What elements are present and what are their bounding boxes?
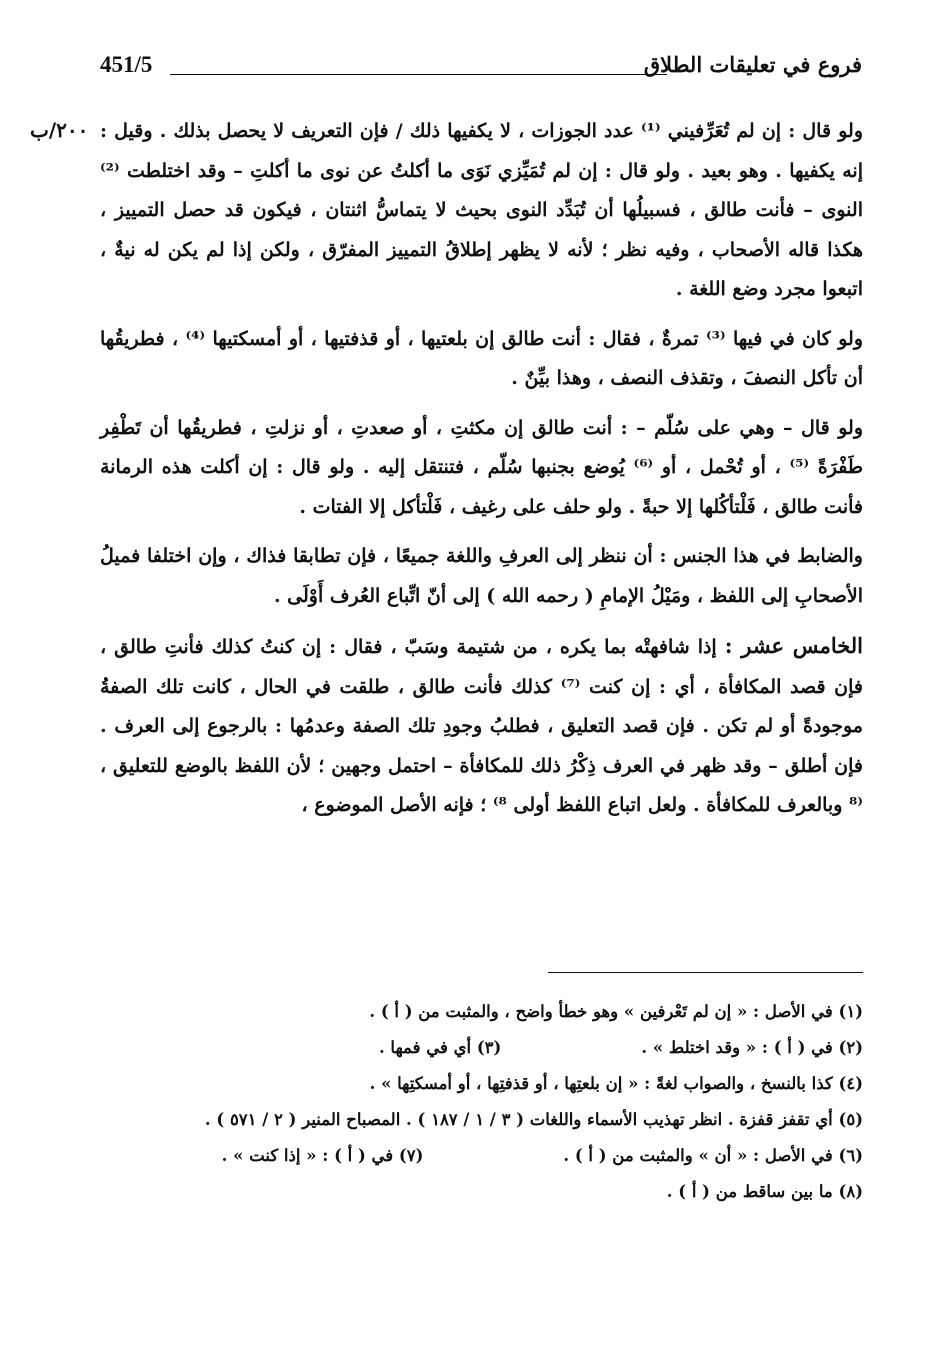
paragraph-text: ولو قال : إن لم تُعَرِّفيني ⁽¹⁾ عدد الجوزات ، لا يكفيها ذلك / فإن التعريف لا يحصل بذلك . وقيل : إنه يكفيها . وهو بعيد . ولو قال : إن لم تُمَيِّزي نَوَى ما أكلتُ عن نوى ما أكلتِ – وقد اختلطت ⁽²⁾ النوى – فأنت طالق ، فسبيلُها أن تُبَدِّد النوى بحيث لا يتماسُّ اثنتان ، فيكون قد حصل التمييز ، هكذا قاله الأصحاب ، وفيه نظر ؛ لأنه لا يظهر إطلاقُ التمييز المفرّق ، ولكن إذا لم يكن له نيةٌ ، اتبعوا مجرد وضع اللغة . <box>100 120 863 300</box>
paragraph <box>100 537 863 616</box>
footnote: (٦) في الأصل : « أن » والمثبت من ( أ ) . <box>563 1146 863 1165</box>
footnote-row <box>140 1174 863 1210</box>
paragraph-text: والضابط في هذا الجنس : أن ننظر إلى العرفِ واللغة جميعًا ، فإن تطابقا فذاك ، وإن اختلفا فميلُ الأصحابِ إلى اللفظ ، ومَيْلُ الإمامِ ( رحمه الله ) إلى أنّ اتِّباع العُرف أَوْلَى . <box>100 545 863 607</box>
footnote-rule <box>548 972 863 973</box>
page-header <box>100 48 862 84</box>
running-title: فروع في تعليقات الطلاق <box>643 52 862 77</box>
paragraph <box>100 112 863 310</box>
footnote-row <box>140 1102 863 1138</box>
paragraph-text: إذا شافهتْه بما يكره ، من شتيمة وسَبّ ، فقال : إن كنتُ كذلك فأنتِ طالق ، فإن قصد المكافأة ، أي : إن كنت ⁽⁷⁾ كذلك فأنت طالق ، طلقت في الحال ، كانت تلك الصفةُ موجودةً أو لم تكن . فإن قصد التعليق ، فطلبُ وجودِ تلك الصفة وعدمُها : بالرجوع إلى العرف . فإن أطلق – وقد ظهر في العرف ذِكْرُ ذلك للمكافأة – احتمل وجهين ؛ لأن اللفظ بالوضع للتعليق ، ⁽⁸ وبالعرف للمكافأة . ولعل اتباع اللفظ أولى ⁸⁾ ؛ فإنه الأصل الموضوع ، <box>100 636 864 816</box>
paragraph-text: ولو كان في فيها ⁽³⁾ تمرةٌ ، فقال : أنت طالق إن بلعتيها ، أو قذفتيها ، أو أمسكتيها ⁽⁴⁾ ، فطريقُها أن تأكل النصفَ ، وتقذف النصف ، وهذا بيِّنٌ . <box>100 327 863 389</box>
header-rule <box>170 74 667 75</box>
page-number: 451/5 <box>100 52 153 77</box>
footnote: (٢) في ( أ ) : « وقد اختلط » . <box>641 1038 863 1057</box>
footnote: (٧) في ( أ ) : « إذا كنت » . <box>221 1146 424 1165</box>
manuscript-folio-note: ٢٠٠/ب <box>30 118 89 142</box>
footnotes <box>140 994 863 1210</box>
footnote: (٣) أي في فمها . <box>378 1038 502 1057</box>
paragraph <box>100 626 863 826</box>
footnote-row <box>140 1066 863 1102</box>
section-lead: الخامس عشر : <box>724 633 864 658</box>
footnote-row <box>140 994 863 1030</box>
footnote: (٥) أي تقفز قفزة . انظر تهذيب الأسماء واللغات ( ٣ / ١ / ١٨٧ ) . المصباح المنير ( ٢ / ٥٧١ ) . <box>204 1110 863 1129</box>
footnote-row <box>140 1138 863 1174</box>
main-text <box>100 112 863 836</box>
footnote: (٤) كذا بالنسخ ، والصواب لغةً : « إن بلعتِها ، أو قذفتِها ، أو أمسكتِها » . <box>369 1074 863 1093</box>
paragraph-text: ولو قال – وهي على سُلّم – : أنت طالق إن مكثتِ ، أو صعدتِ ، أو نزلتِ ، فطريقُها أن تَطْفِر طَفْرَةً ⁽⁵⁾ ، أو تُحْمل ، أو ⁽⁶⁾ يُوضع بجنبها سُلّم ، فتنتقل إليه . ولو قال : إن أكلت هذه الرمانة فأنت طالق ، فَلْتأكُلها إلا حبةً . ولو حلف على رغيف ، فَلْتأكل إلا الفتات . <box>100 416 864 518</box>
paragraph <box>100 409 863 528</box>
footnote: (١) في الأصل : « إن لم تَعْرفين » وهو خطأ واضح ، والمثبت من ( أ ) . <box>369 1002 863 1021</box>
footnote: (٨) ما بين ساقط من ( أ ) . <box>666 1182 863 1201</box>
footnote-row <box>140 1030 863 1066</box>
paragraph <box>100 320 863 399</box>
